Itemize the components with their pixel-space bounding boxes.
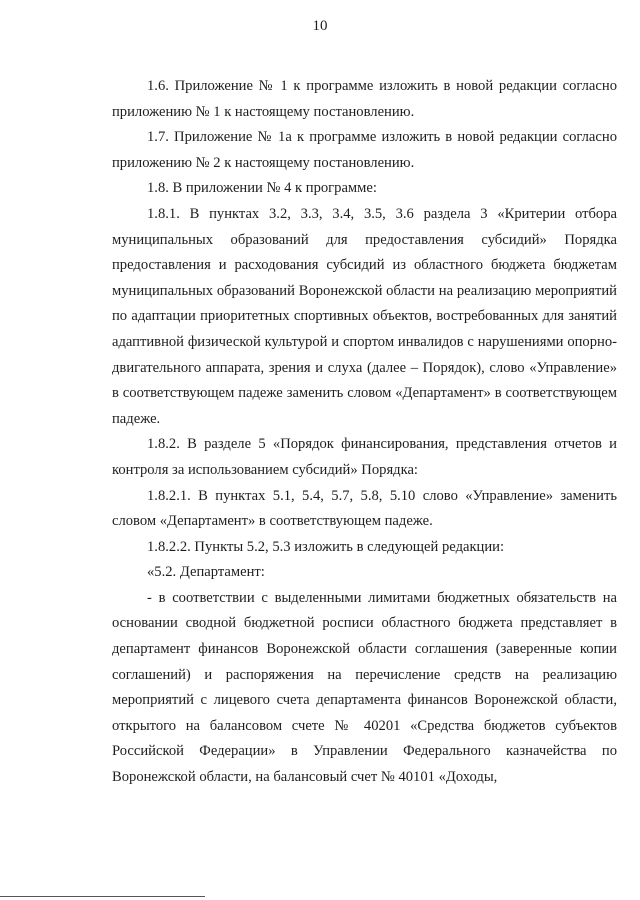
document-body: [112, 74, 617, 791]
paragraph-5-2-item: - в соответствии с выделенными лимитами бюджетных обязательств на основании сводной бюджетной росписи областного бюджета представляет в департамент финансов Воронежской области соглашения (заверенные копии соглашений) и распоряжения на перечисление средств на реализацию мероприятий с лицевого счета департамента финансов Воронежской области, открытого на балансовом счете № 40201 «Средства бюджетов субъектов Российской Федерации» в Управлении Федерального казначейства по Воронежской области, на балансовый счет № 40101 «Доходы,: [112, 589, 617, 786]
paragraph-5-2-heading: «5.2. Департамент:: [147, 564, 265, 581]
paragraph-1-8: 1.8. В приложении № 4 к программе:: [147, 180, 377, 197]
footnote-divider: [0, 896, 205, 897]
paragraph-1-6: 1.6. Приложение № 1 к программе изложить в новой редакции согласно приложению № 1 к настоящему постановлению.: [112, 78, 617, 120]
page-number: 10: [312, 18, 328, 34]
paragraph-1-8-1: 1.8.1. В пунктах 3.2, 3.3, 3.4, 3.5, 3.6 раздела 3 «Критерии отбора муниципальных образований для предоставления субсидий» Порядка предоставления и расходования субсидий из областного бюджета бюджетам муниципальных образований Воронежской области на реализацию мероприятий по адаптации приоритетных спортивных объектов, востребованных для занятий адаптивной физической культурой и спортом инвалидов с нарушениями опорно-двигательного аппарата, зрения и слуха (далее – Порядок), слово «Управление» в соответствующем падеже заменить словом «Департамент» в соответствующем падеже.: [112, 205, 617, 427]
paragraph-1-7: 1.7. Приложение № 1а к программе изложить в новой редакции согласно приложению № 2 к настоящему постановлению.: [112, 129, 617, 171]
paragraph-1-8-2-2: 1.8.2.2. Пункты 5.2, 5.3 изложить в следующей редакции:: [147, 538, 505, 555]
paragraph-1-8-2: 1.8.2. В разделе 5 «Порядок финансирования, представления отчетов и контроля за использованием субсидий» Порядка:: [112, 436, 617, 478]
paragraph-1-8-2-1: 1.8.2.1. В пунктах 5.1, 5.4, 5.7, 5.8, 5.10 слово «Управление» заменить словом «Департамент» в соответствующем падеже.: [112, 487, 617, 530]
